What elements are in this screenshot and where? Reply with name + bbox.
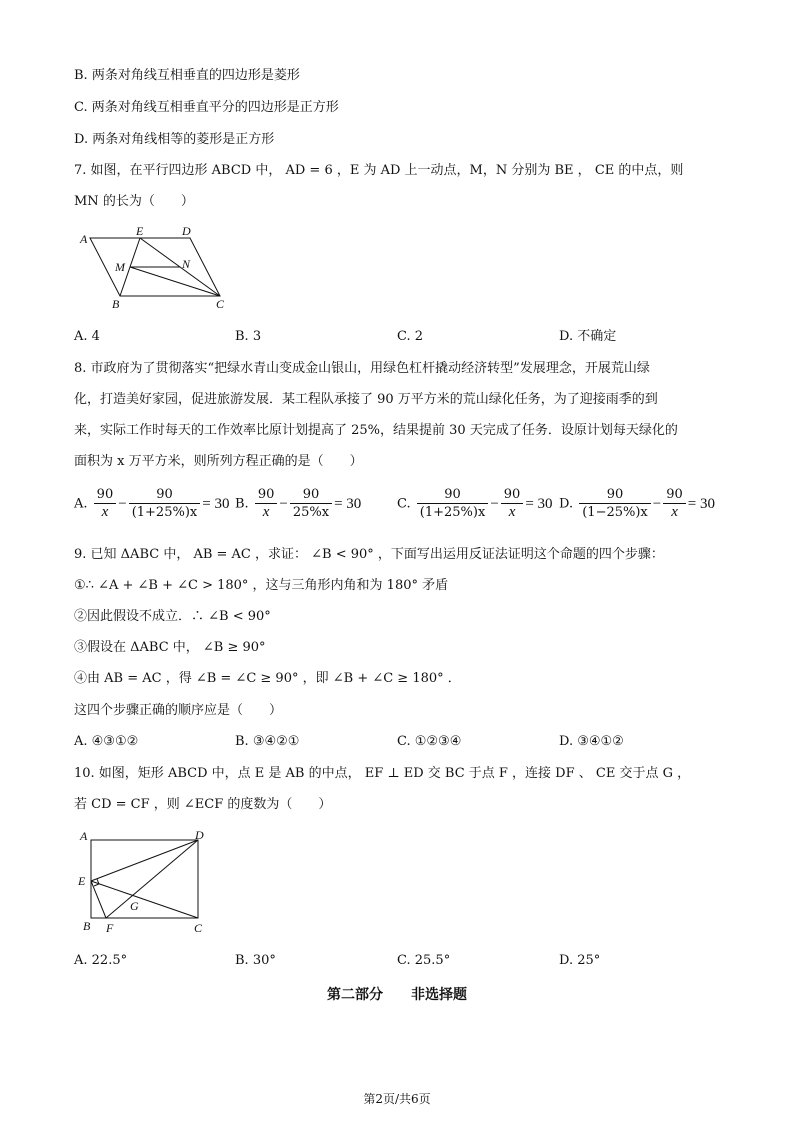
q9-option-d: D. ③④①②	[559, 734, 624, 749]
q8-option-c	[397, 487, 553, 521]
fig10-label-d: D	[195, 828, 204, 842]
q7-stem-line1: 7. 如图，在平行四边形 ABCD 中， AD = 6 ，E 为 AD 上一动点，M，N 分别为 BE ， CE 的中点，则	[74, 163, 684, 178]
q8-c-label: C.	[397, 496, 411, 512]
q8-d-d1: (1−25%)x	[582, 505, 648, 520]
q9-step-3: ③假设在 ΔABC 中， ∠B ≥ 90°	[74, 640, 266, 655]
fig10-label-c: C	[194, 921, 203, 935]
q8-c-d1: (1+25%)x	[419, 505, 486, 520]
q8-option-d	[559, 487, 715, 521]
fig7-label-m: M	[115, 260, 125, 274]
q10-rectangle-figure	[72, 826, 222, 938]
q8-c-frac1	[417, 487, 489, 521]
q8-stem-line1: 8. 市政府为了贯彻落实“把绿水青山变成金山银山，用绿色杠杆撬动经济转型”发展理念，开展荒山绿	[74, 361, 650, 376]
q8-b-frac1	[255, 487, 278, 521]
q8-b-frac2	[290, 487, 332, 521]
q8-option-b	[235, 487, 361, 521]
q9-option-c: C. ①②③④	[397, 734, 462, 749]
q8-c-op: −	[490, 496, 499, 512]
q8-option-a	[74, 487, 229, 521]
fig7-label-d: D	[182, 224, 191, 238]
q8-d-n2: 90	[663, 487, 686, 504]
q9-stem-line1: 9. 已知 ΔABC 中， AB = AC ，求证： ∠B < 90° ，下面写出运用反证法证明这个命题的四个步骤：	[74, 547, 664, 562]
q8-c-d2: x	[508, 504, 516, 520]
fig10-label-e: E	[78, 874, 86, 888]
q8-c-frac2	[501, 487, 524, 521]
q8-b-d2: 25%x	[292, 505, 330, 520]
q8-b-label: B.	[235, 496, 249, 512]
fig7-label-n: N	[182, 257, 191, 271]
q6-option-b: B. 两条对角线互相垂直的四边形是菱形	[74, 68, 300, 83]
q8-d-frac1	[579, 487, 651, 521]
q6-option-d: D. 两条对角线相等的菱形是正方形	[74, 132, 275, 147]
q8-b-n2: 90	[290, 487, 332, 504]
q8-d-frac2	[663, 487, 686, 521]
q8-c-n1: 90	[417, 487, 489, 504]
section-title: 第二部分 非选择题	[327, 987, 467, 1003]
q8-a-frac1	[94, 487, 117, 521]
q8-a-op: −	[118, 496, 127, 512]
fig10-label-g: G	[130, 899, 139, 913]
q8-a-label: A.	[74, 496, 88, 512]
q8-stem-line4: 面积为 x 万平方米，则所列方程正确的是（ ）	[74, 454, 363, 469]
q8-a-rhs: = 30	[202, 496, 230, 512]
q8-d-d2: x	[671, 504, 678, 520]
q8-b-n1: 90	[255, 487, 278, 504]
q8-d-n1: 90	[579, 487, 651, 504]
fig10-label-f: F	[106, 921, 114, 935]
q6-option-c: C. 两条对角线互相垂直平分的四边形是正方形	[74, 100, 339, 115]
fig7-label-a: A	[80, 232, 88, 246]
q9-step-4: ④由 AB = AC ，得 ∠B = ∠C ≥ 90° ，即 ∠B + ∠C ≥ 180° ．	[74, 671, 461, 686]
fig10-label-b: B	[83, 919, 91, 933]
q10-option-b: B. 30°	[235, 953, 276, 968]
q8-c-n2: 90	[501, 487, 524, 504]
q7-option-c: C. 2	[397, 329, 424, 344]
q9-step-2: ②因此假设不成立．∴ ∠B < 90°	[74, 609, 271, 624]
q8-d-label: D.	[559, 496, 574, 512]
q8-a-d2: (1+25%)x	[131, 505, 198, 520]
fig7-label-e: E	[136, 224, 144, 238]
page-footer: 第2页/共6页	[363, 1092, 431, 1106]
q8-a-frac2	[129, 487, 201, 521]
q9-stem-line6: 这四个步骤正确的顺序应是（ ）	[74, 703, 283, 718]
q8-stem-line2: 化，打造美好家园，促进旅游发展．某工程队承接了 90 万平方米的荒山绿化任务，为了迎接雨季的到	[74, 392, 658, 407]
q10-stem-line2: 若 CD = CF ，则 ∠ECF 的度数为（ ）	[74, 797, 332, 812]
q7-stem-line2: MN 的长为（ ）	[74, 194, 194, 209]
q8-a-d1: x	[101, 504, 109, 520]
q8-a-n1: 90	[94, 487, 117, 504]
q9-step-1: ①∴ ∠A + ∠B + ∠C > 180° ，这与三角形内角和为 180° 矛盾	[74, 578, 449, 593]
q8-b-op: −	[279, 496, 288, 512]
q10-option-a: A. 22.5°	[74, 953, 128, 968]
q8-a-n2: 90	[129, 487, 201, 504]
q8-d-rhs: = 30	[687, 496, 716, 512]
q7-option-b: B. 3	[235, 329, 262, 344]
fig7-label-b: B	[112, 297, 120, 311]
q8-d-op: −	[652, 496, 662, 512]
q7-option-d: D. 不确定	[559, 329, 617, 344]
q8-stem-line3: 来，实际工作时每天的工作效率比原计划提高了 25%，结果提前 30 天完成了任务．设原计划每天绿化的	[74, 423, 678, 438]
q7-option-a: A. 4	[74, 329, 100, 344]
q10-option-d: D. 25°	[559, 953, 601, 968]
fig10-label-a: A	[80, 829, 88, 843]
q9-option-b: B. ③④②①	[235, 734, 300, 749]
q10-stem-line1: 10. 如图，矩形 ABCD 中，点 E 是 AB 的中点， EF ⊥ ED 交 BC 于点 F ，连接 DF 、 CE 交于点 G ，	[74, 766, 691, 781]
q9-option-a: A. ④③①②	[74, 734, 139, 749]
q8-b-rhs: = 30	[334, 496, 362, 512]
fig7-label-c: C	[216, 297, 225, 311]
q7-parallelogram-figure	[70, 224, 240, 314]
q8-b-d1: x	[262, 504, 270, 520]
q8-c-rhs: = 30	[525, 496, 553, 512]
q10-option-c: C. 25.5°	[397, 953, 451, 968]
